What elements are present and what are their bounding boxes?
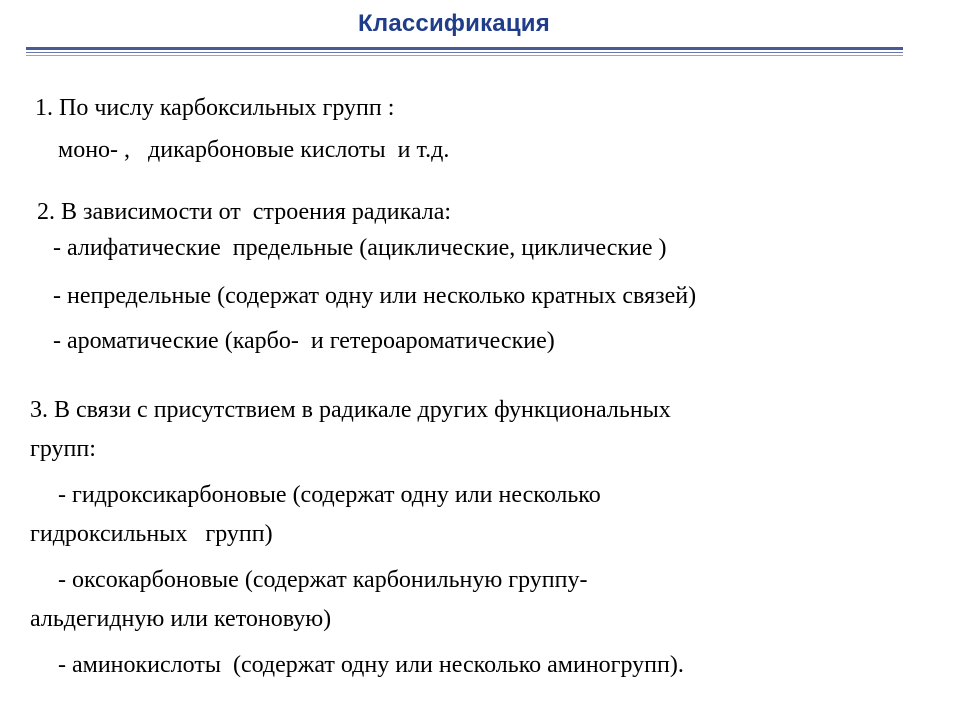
section-2-item-aromatic: - ароматические (карбо- и гетероароматические) [53, 328, 555, 354]
section-2-item-aliphatic: - алифатические предельные (ациклические, циклические ) [53, 235, 667, 261]
title-underline-thin [26, 52, 903, 53]
title-underline-shadow [26, 55, 903, 56]
section-3-heading-continued: групп: [30, 436, 96, 462]
section-3-heading: 3. В связи с присутствием в радикале других функциональных [30, 397, 671, 423]
section-2-item-unsaturated: - непредельные (содержат одну или несколько кратных связей) [53, 283, 697, 309]
title-underline [26, 47, 903, 50]
section-3-item-hydroxy: - гидроксикарбоновые (содержат одну или несколько [58, 482, 601, 508]
slide-title: Классификация [358, 10, 550, 37]
section-3-item-oxo-continued: альдегидную или кетоновую) [30, 606, 332, 632]
section-1-text: моно- , дикарбоновые кислоты и т.д. [58, 137, 450, 163]
section-1-heading: 1. По числу карбоксильных групп : [35, 95, 395, 121]
section-3-item-amino: - аминокислоты (содержат одну или несколько аминогрупп). [58, 652, 684, 678]
section-3-item-hydroxy-continued: гидроксильных групп) [30, 521, 273, 547]
section-2-heading: 2. В зависимости от строения радикала: [37, 199, 452, 225]
section-3-item-oxo: - оксокарбоновые (содержат карбонильную группу- [58, 567, 588, 593]
